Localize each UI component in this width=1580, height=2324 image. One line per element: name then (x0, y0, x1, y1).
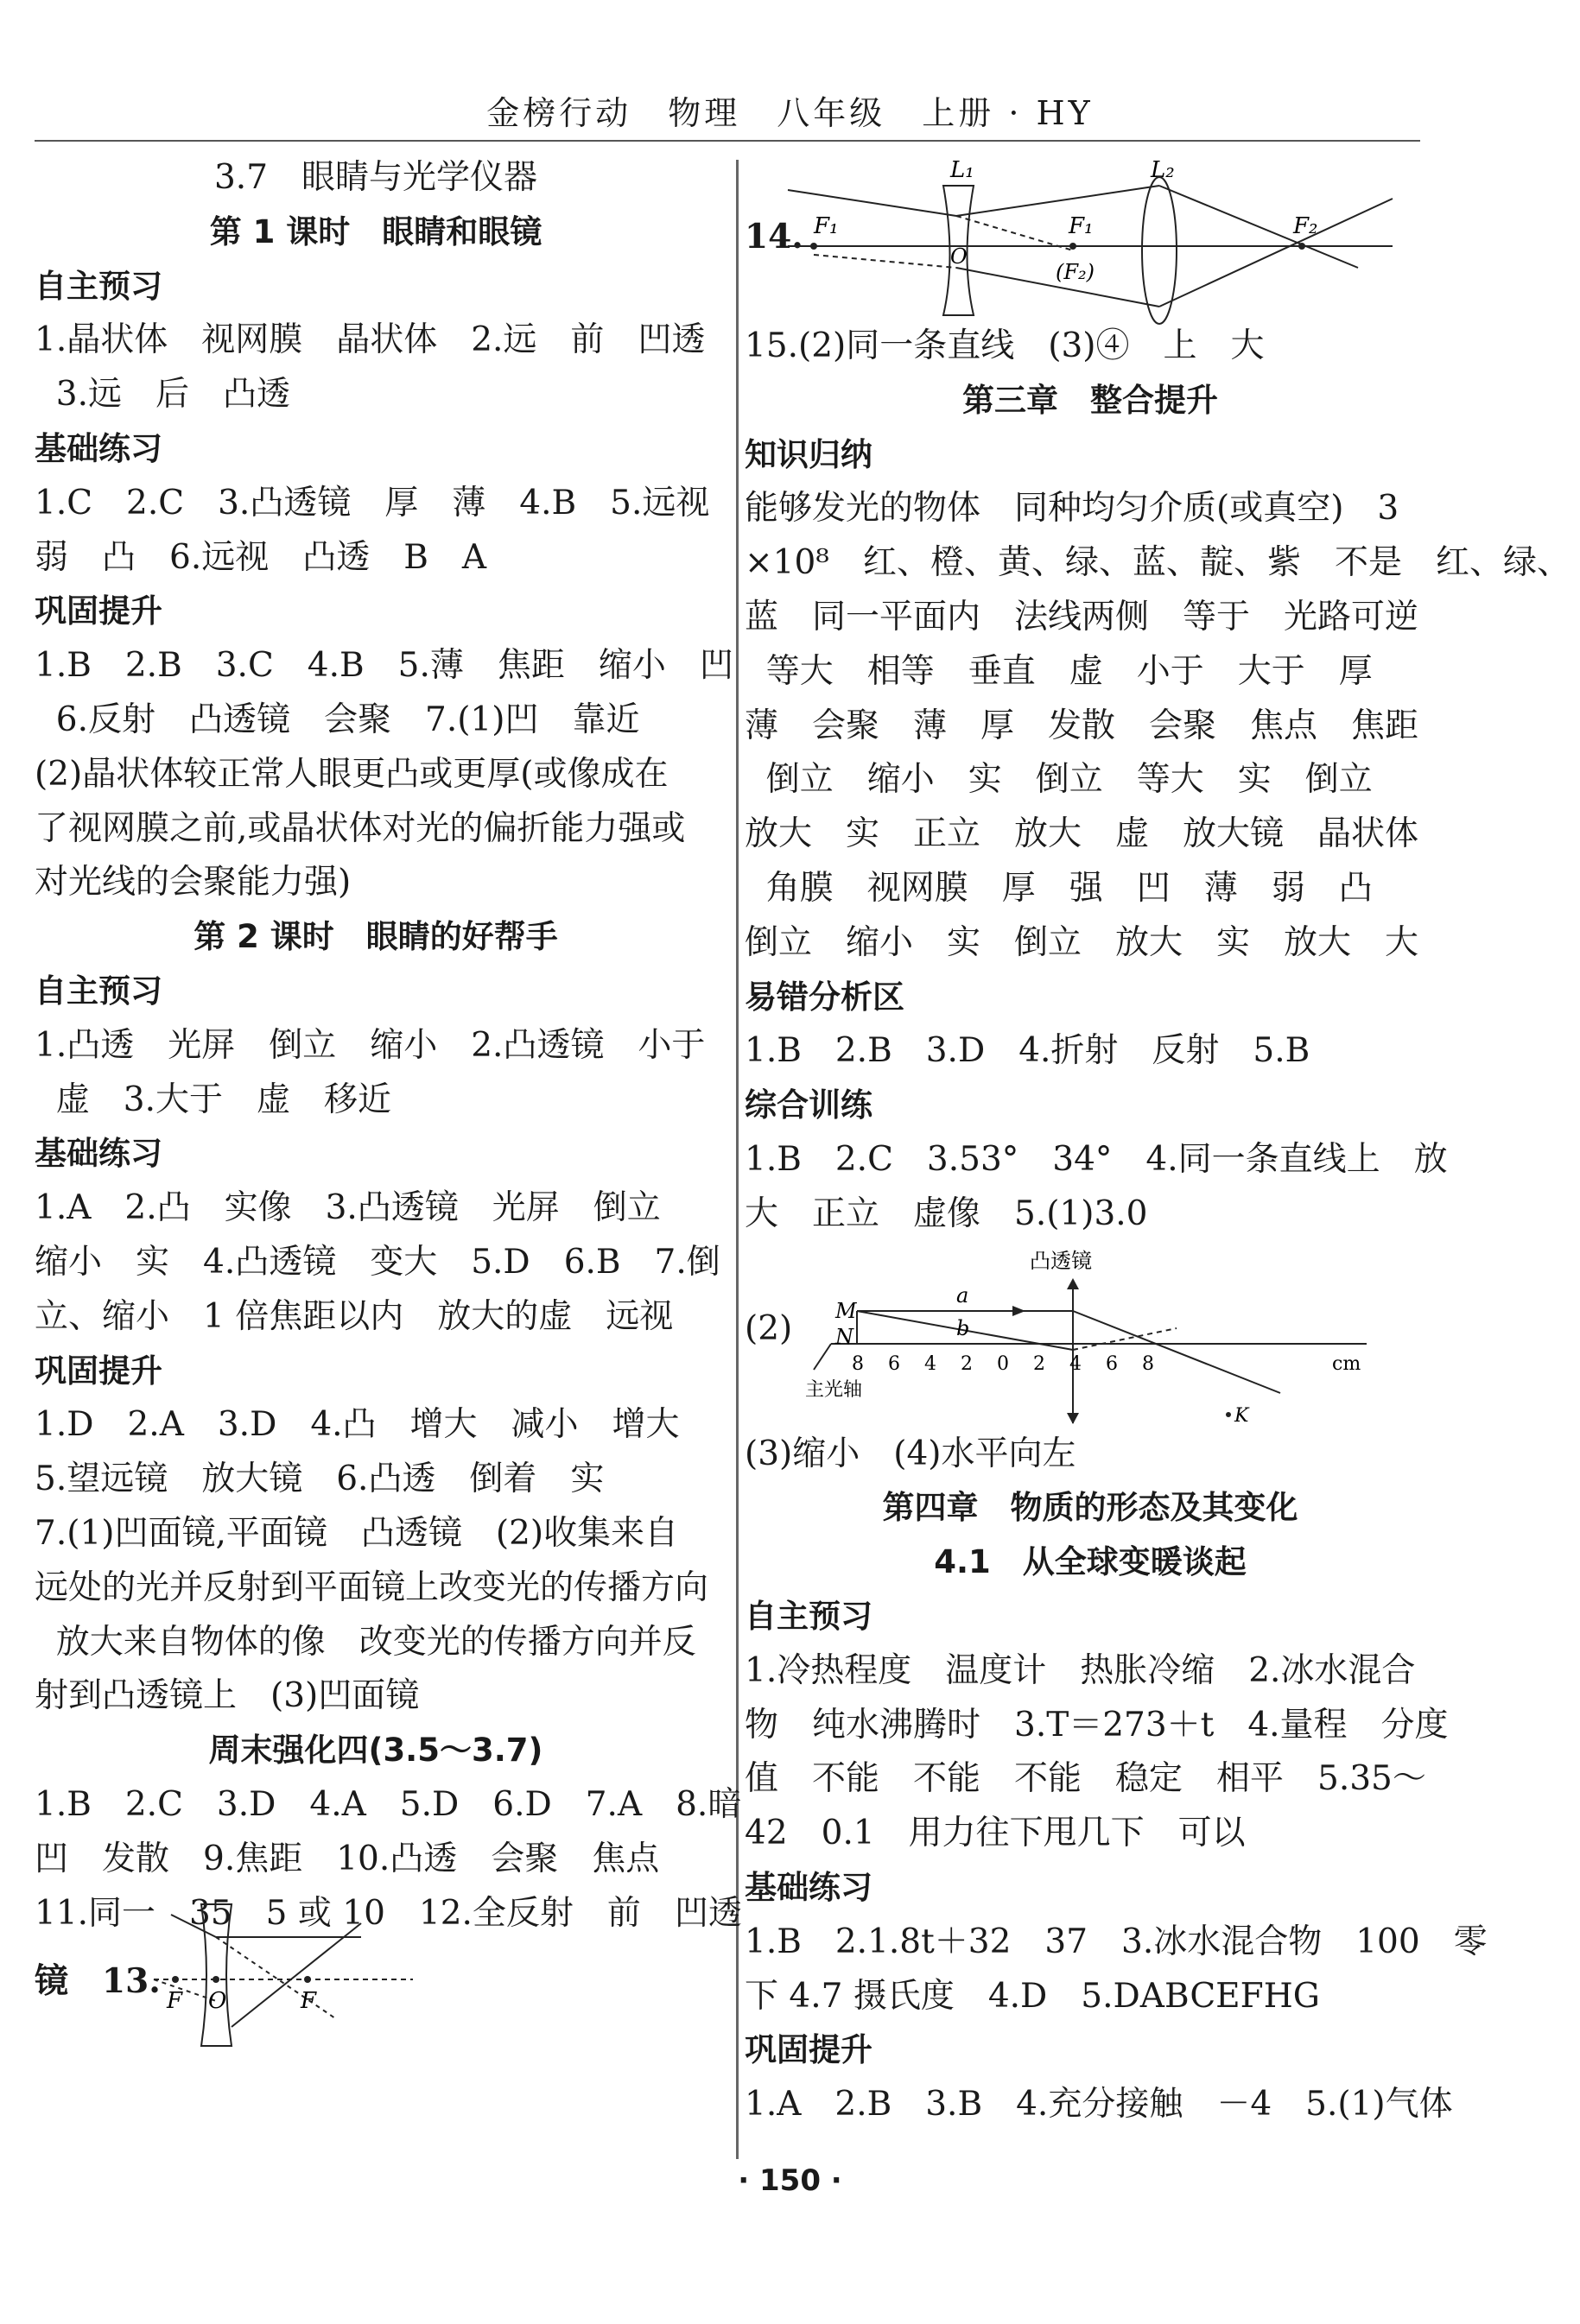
section-heading: 巩固提升 (35, 1352, 162, 1390)
section-heading: 基础练习 (35, 1135, 162, 1173)
unit-label: cm (1332, 1352, 1361, 1375)
answer-line: 倒立 缩小 实 倒立 放大 实 放大 大 (745, 922, 1419, 962)
lens-label: 凸透镜 (1030, 1248, 1092, 1273)
answer-line: 倒立 缩小 实 倒立 等大 实 倒立 (745, 760, 1373, 800)
section-heading: 4.1 从全球变暖谈起 (934, 1543, 1247, 1581)
answer-line: 下 4.7 摄氏度 4.D 5.DABCEFHG (745, 1976, 1320, 2016)
figure-13-label: 镜 13. (35, 1961, 161, 2002)
axis-tick-label: 8 (852, 1352, 864, 1375)
section-heading: 易错分析区 (745, 978, 904, 1016)
point-k (1226, 1412, 1231, 1417)
figure-5-2-convex-lens-diagram (805, 1242, 1418, 1428)
column-divider (736, 160, 739, 2159)
page-header (0, 0, 1580, 151)
answer-line: 1.B 2.1.8t＋32 37 3.冰水混合物 100 零 (745, 1922, 1488, 1961)
label-m: M (835, 1298, 857, 1323)
answer-line: 1.B 2.C 3.D 4.A 5.D 6.D 7.A 8.暗 (35, 1784, 742, 1824)
section-heading: 巩固提升 (35, 592, 162, 630)
focus-left-point (172, 1976, 179, 1983)
section-heading: 第 1 课时 眼睛和眼镜 (209, 212, 543, 250)
right-column (745, 151, 1570, 2132)
answer-line: 5.望远镜 放大镜 6.凸透 倒着 实 (35, 1460, 605, 1499)
answer-line: 1.A 2.B 3.B 4.充分接触 －4 5.(1)气体 (745, 2085, 1453, 2125)
figure-14-label: 14. (745, 217, 803, 256)
ray-3 (232, 1923, 361, 2027)
focus-right-point (304, 1976, 311, 1983)
section-heading: 巩固提升 (745, 2031, 872, 2069)
section-heading: 自主预习 (745, 1597, 872, 1635)
axis-pointer (814, 1344, 831, 1370)
answer-line: 放大来自物体的像 改变光的传播方向并反 (35, 1622, 696, 1662)
answer-line: 1.C 2.C 3.凸透镜 厚 薄 4.B 5.远视 (35, 483, 710, 522)
ray-1 (171, 1915, 216, 1937)
label-b: b (956, 1315, 970, 1340)
answer-line: 等大 相等 垂直 虚 小于 大于 厚 (745, 651, 1373, 691)
answer-line: 立、缩小 1 倍焦距以内 放大的虚 远视 (35, 1296, 674, 1336)
section-heading: 基础练习 (35, 429, 162, 467)
answer-line: 能够发光的物体 同种均匀介质(或真空) 3 (745, 489, 1399, 529)
ray-lower-out (1159, 199, 1393, 307)
axis-tick-label: 2 (1033, 1352, 1045, 1375)
axis-tick-label: 8 (1142, 1352, 1154, 1375)
answer-line: 薄 会聚 薄 厚 发散 会聚 焦点 焦距 (745, 706, 1419, 745)
o-label: O (950, 244, 968, 269)
f2-paren-label: (F₂) (1056, 260, 1095, 284)
answer-line: 1.晶状体 视网膜 晶状体 2.远 前 凹透 (35, 320, 706, 360)
figure-5-2-row (745, 1242, 1436, 1428)
lens-top-arrow (1067, 1278, 1079, 1289)
f1-left-label: F₁ (814, 213, 839, 239)
answer-line: 对光线的会聚能力强) (35, 863, 352, 902)
ray-a-out (1073, 1311, 1280, 1393)
ray-upper-out (1159, 186, 1358, 268)
left-column (35, 151, 742, 2023)
axis-tick-labels (852, 1353, 1154, 1375)
figure-13-row (35, 1941, 717, 2023)
center-point (213, 1976, 219, 1983)
f1-label: F₁ (1069, 213, 1094, 239)
section-heading: 第三章 整合提升 (962, 381, 1218, 419)
answer-line: 远处的光并反射到平面镜上改变光的传播方向 (35, 1567, 709, 1607)
answer-line: 放大 实 正立 放大 虚 放大镜 晶状体 (745, 814, 1419, 854)
answer-line: 角膜 视网膜 厚 强 凹 薄 弱 凸 (745, 868, 1373, 908)
axis-tick-label: 0 (997, 1352, 1009, 1375)
focus-left-label: F (167, 1988, 183, 2015)
f1-left-point (810, 243, 817, 250)
l2-label: L₂ (1151, 157, 1175, 183)
label-n: N (835, 1324, 853, 1349)
section-heading: 知识归纳 (745, 435, 872, 473)
answer-line: 3.远 后 凸透 (35, 375, 291, 415)
answer-line: 1.B 2.B 3.C 4.B 5.薄 焦距 缩小 凹 (35, 646, 733, 686)
answer-line: 了视网膜之前,或晶状体对光的偏折能力强或 (35, 808, 686, 848)
answer-line: 射到凸透镜上 (3)凹面镜 (35, 1676, 420, 1716)
answer-line: 15.(2)同一条直线 (3)④ 上 大 (745, 326, 1265, 365)
answer-line: 值 不能 不能 不能 稳定 相平 5.35～ (745, 1759, 1426, 1799)
ray-upper-in (788, 190, 956, 216)
section-heading: 基础练习 (745, 1868, 872, 1906)
answer-line: 6.反射 凸透镜 会聚 7.(1)凹 靠近 (35, 700, 640, 739)
answer-line: 蓝 同一平面内 法线两侧 等于 光路可逆 (745, 597, 1419, 636)
header-rule (35, 140, 1420, 142)
section-heading: 第四章 物质的形态及其变化 (882, 1489, 1298, 1527)
ray-lower-in (814, 255, 956, 268)
section-heading: 综合训练 (745, 1086, 872, 1124)
answer-line: 3.7 眼睛与光学仪器 (213, 158, 538, 197)
concave-lens (201, 1904, 232, 2046)
f2-point (1298, 243, 1305, 250)
answer-line: 虚 3.大于 虚 移近 (35, 1080, 392, 1119)
l1-label: L₁ (950, 157, 974, 183)
figure-14-lens-system-diagram (788, 151, 1444, 320)
axis-label: 主光轴 (805, 1378, 863, 1401)
answer-line: 缩小 实 4.凸透镜 变大 5.D 6.B 7.倒 (35, 1242, 720, 1282)
f2-label: F₂ (1293, 213, 1318, 239)
ray-a-arrow (1012, 1306, 1025, 1316)
answer-line: 7.(1)凹面镜,平面镜 凸透镜 (2)收集来自 (35, 1513, 679, 1553)
f1-point (1069, 243, 1076, 250)
answer-line: 物 纯水沸腾时 3.T＝273＋t 4.量程 分度 (745, 1705, 1449, 1745)
ray-1-out (216, 1937, 335, 2018)
answer-line: 1.凸透 光屏 倒立 缩小 2.凸透镜 小于 (35, 1025, 706, 1065)
section-heading: 自主预习 (35, 972, 162, 1010)
section-heading: 自主预习 (35, 267, 162, 305)
focus-right-label: F (301, 1988, 317, 2015)
axis-tick-label: 4 (924, 1352, 936, 1375)
answer-line: 1.B 2.B 3.D 4.折射 反射 5.B (745, 1031, 1310, 1071)
answer-line: 11.同一 35 5 或 10 12.全反射 前 凹透 (35, 1893, 742, 1933)
figure-5-2-label: (2) (745, 1308, 793, 1348)
answer-line: 1.B 2.C 3.53° 34° 4.同一条直线上 放 (745, 1139, 1448, 1179)
answer-line: 1.A 2.凸 实像 3.凸透镜 光屏 倒立 (35, 1188, 661, 1228)
answer-line: (2)晶状体较正常人眼更凸或更厚(或像成在 (35, 754, 669, 794)
figure-13-concave-lens-diagram (154, 1897, 413, 2053)
section-heading: 周末强化四(3.5～3.7) (208, 1732, 543, 1770)
answer-line: (3)缩小 (4)水平向左 (745, 1434, 1076, 1473)
axis-tick-label: 6 (888, 1352, 900, 1375)
ray-upper-mid (956, 186, 1159, 216)
axis-tick-label: 2 (961, 1352, 973, 1375)
center-label: O (208, 1988, 227, 2015)
section-heading: 第 2 课时 眼睛的好帮手 (194, 918, 558, 956)
page-number: · 150 · (738, 2163, 842, 2198)
lens-bottom-arrow (1067, 1413, 1079, 1424)
answer-line: 凹 发散 9.焦距 10.凸透 会聚 焦点 (35, 1839, 660, 1878)
answer-line: 大 正立 虚像 5.(1)3.0 (745, 1194, 1148, 1233)
answer-line: 弱 凸 6.远视 凸透 B A (35, 537, 487, 577)
answer-line: ×10⁸ 红、橙、黄、绿、蓝、靛、紫 不是 红、绿、 (745, 543, 1570, 583)
axis-tick-label: 6 (1106, 1352, 1118, 1375)
axis-tick-label: 4 (1069, 1352, 1082, 1375)
answer-line: 1.冷热程度 温度计 热胀冷缩 2.冰水混合 (745, 1650, 1416, 1690)
header-title: 金榜行动 物理 八年级 上册 · HY (486, 94, 1094, 132)
figure-14-row (745, 151, 1436, 320)
label-k: K (1234, 1404, 1249, 1427)
label-a: a (956, 1282, 969, 1308)
answer-line: 1.D 2.A 3.D 4.凸 增大 减小 增大 (35, 1405, 680, 1445)
answer-line: 42 0.1 用力往下甩几下 可以 (745, 1814, 1246, 1853)
